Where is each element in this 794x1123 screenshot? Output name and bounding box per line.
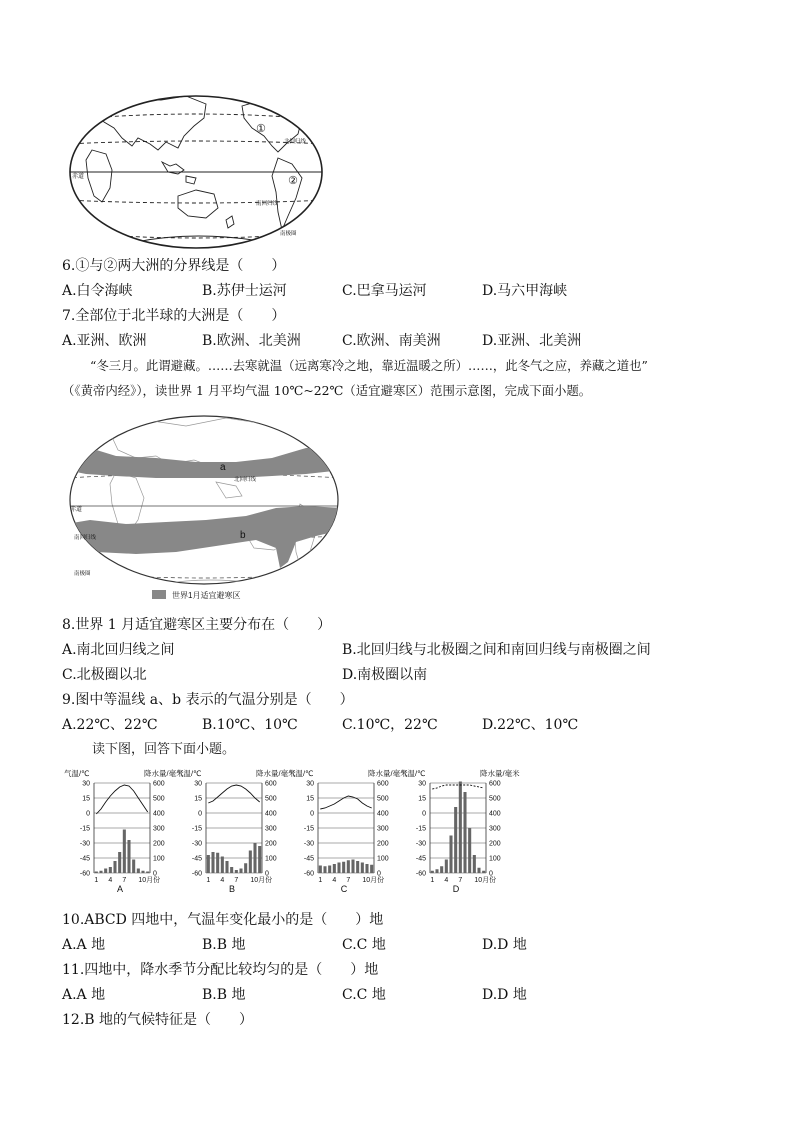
x-tick-label: 1	[94, 877, 99, 884]
q9-option-b[interactable]: B.10℃、10℃	[202, 717, 298, 733]
temp-axis-label: 气温/℃	[288, 769, 314, 778]
x-tick-label: 10月份	[474, 877, 497, 884]
q8-option-b[interactable]: B.北回归线与北极圈之间和南回归线与南极圈之间	[342, 642, 651, 658]
chart-name-label: B	[228, 884, 236, 894]
precip-bar	[109, 867, 112, 873]
precip-bar	[104, 869, 107, 874]
temp-curve	[208, 785, 259, 803]
q6-option-b[interactable]: B.苏伊士运河	[202, 283, 287, 299]
temp-axis-label: 气温/℃	[400, 769, 426, 778]
y-right-tick-label: 100	[489, 855, 501, 863]
y-right-tick-label: 100	[377, 855, 389, 863]
x-tick-label: 10月份	[138, 877, 161, 884]
q10-option-a[interactable]: A.A 地	[62, 937, 106, 953]
y-left-tick-label: 0	[198, 810, 202, 818]
q8-option-d[interactable]: D.南极圈以南	[342, 667, 428, 683]
question-11: 11.四地中，降水季节分配比较均匀的是（ ）地	[62, 962, 379, 978]
map1-tropic-s-label: 南回归线	[256, 201, 279, 207]
precip-bar	[258, 846, 261, 873]
y-left-tick-label: -60	[79, 870, 90, 878]
precip-bar	[323, 866, 326, 873]
precip-bar	[473, 855, 476, 873]
precip-bar	[431, 871, 434, 873]
precip-bar	[435, 869, 438, 873]
question-8: 8.世界 1 月适宜避寒区主要分布在（ ）	[62, 617, 332, 633]
y-left-tick-label: -15	[79, 825, 90, 833]
precip-axis-label: 降水量/毫米	[256, 769, 296, 778]
climate-charts	[62, 766, 520, 896]
y-right-tick-label: 0	[489, 870, 493, 878]
y-left-tick-label: -45	[191, 855, 202, 863]
q6-option-c[interactable]: C.巴拿马运河	[342, 283, 427, 299]
precip-bar	[239, 869, 242, 874]
precip-bar	[113, 861, 116, 873]
chart-name-label: C	[340, 884, 348, 894]
map1-label-2: ②	[288, 175, 298, 187]
question-6: 6.①与②两大洲的分界线是（ ）	[62, 258, 286, 274]
q8-option-a[interactable]: A.南北回归线之间	[62, 642, 175, 658]
y-left-tick-label: -30	[303, 840, 314, 848]
q6-option-a[interactable]: A.白令海峡	[62, 283, 133, 299]
y-left-tick-label: -60	[303, 870, 314, 878]
q11-option-d[interactable]: D.D 地	[482, 987, 527, 1003]
q8-option-c[interactable]: C.北极圈以北	[62, 667, 147, 683]
y-right-tick-label: 300	[265, 825, 277, 833]
precip-bar	[141, 871, 144, 873]
y-left-tick-label: -30	[415, 840, 426, 848]
precip-bar	[463, 792, 466, 873]
precip-bar	[207, 855, 210, 873]
precip-axis-label: 降水量/毫米	[144, 769, 184, 778]
legend-label: 世界1月适宜避寒区	[172, 591, 241, 600]
chart-name-label: D	[452, 884, 460, 894]
q7-option-b[interactable]: B.欧洲、北美洲	[202, 333, 301, 349]
map1-equator-label: 赤道	[72, 174, 85, 180]
map2-antarctic-label: 南极圈	[74, 571, 91, 577]
x-tick-label: 7	[458, 877, 463, 884]
precip-axis-label: 降水量/毫米	[368, 769, 408, 778]
y-left-tick-label: 0	[86, 810, 90, 818]
precip-bar	[235, 870, 238, 873]
y-left-tick-label: -15	[303, 825, 314, 833]
precip-bar	[328, 866, 331, 874]
y-right-tick-label: 500	[489, 795, 501, 803]
y-right-tick-label: 100	[265, 855, 277, 863]
world-map-2	[66, 412, 342, 604]
y-left-tick-label: 30	[194, 780, 202, 788]
q10-option-c[interactable]: C.C 地	[342, 937, 386, 953]
temp-curve	[96, 785, 147, 814]
q11-option-a[interactable]: A.A 地	[62, 987, 106, 1003]
map1-antarctic-label: 南极圈	[280, 231, 297, 237]
precip-bar	[356, 861, 359, 873]
passage-1-line-1: “冬三月。此谓避藏。……去寒就温（远离寒冷之地，靠近温暖之所）……，此冬气之应，养藏之道也”	[90, 358, 648, 373]
precip-bar	[440, 866, 443, 873]
y-right-tick-label: 400	[265, 810, 277, 818]
precip-bar	[342, 862, 345, 873]
precip-bar	[351, 860, 354, 874]
precip-bar	[221, 857, 224, 874]
precip-bar	[127, 840, 130, 873]
y-right-tick-label: 500	[377, 795, 389, 803]
y-left-tick-label: -15	[191, 825, 202, 833]
y-left-tick-label: 15	[418, 795, 426, 803]
precip-bar	[249, 851, 252, 874]
precip-bar	[445, 860, 448, 874]
y-left-tick-label: 15	[82, 795, 90, 803]
precip-bar	[137, 869, 140, 874]
q7-option-c[interactable]: C.欧洲、南美洲	[342, 333, 441, 349]
passage-2: 读下图，回答下面小题。	[92, 742, 236, 757]
precip-bar	[337, 863, 340, 874]
precip-bar	[211, 852, 214, 873]
y-right-tick-label: 300	[377, 825, 389, 833]
y-left-tick-label: 0	[310, 810, 314, 818]
y-right-tick-label: 200	[265, 840, 277, 848]
precip-bar	[482, 871, 485, 873]
precip-bar	[225, 861, 228, 873]
precip-bar	[99, 871, 102, 873]
y-right-tick-label: 0	[265, 870, 269, 878]
question-10: 10.ABCD 四地中，气温年变化最小的是（ ）地	[62, 912, 384, 928]
precip-bar	[347, 860, 350, 873]
y-right-tick-label: 600	[377, 780, 389, 788]
y-left-tick-label: 30	[82, 780, 90, 788]
y-right-tick-label: 0	[153, 870, 157, 878]
y-left-tick-label: 15	[194, 795, 202, 803]
y-left-tick-label: -30	[79, 840, 90, 848]
question-7: 7.全部位于北半球的大洲是（ ）	[62, 308, 286, 324]
x-tick-label: 4	[108, 877, 113, 884]
y-left-tick-label: -15	[415, 825, 426, 833]
y-left-tick-label: -45	[79, 855, 90, 863]
y-right-tick-label: 200	[377, 840, 389, 848]
y-right-tick-label: 600	[153, 780, 165, 788]
precip-bar	[95, 872, 98, 874]
legend-swatch	[152, 590, 166, 599]
y-right-tick-label: 0	[377, 870, 381, 878]
y-right-tick-label: 100	[153, 855, 165, 863]
map1-tropic-n-label: 北回归线	[284, 139, 307, 145]
q10-option-d[interactable]: D.D 地	[482, 937, 527, 953]
y-right-tick-label: 600	[265, 780, 277, 788]
precip-bar	[333, 864, 336, 873]
y-left-tick-label: -45	[415, 855, 426, 863]
map2-label-b: b	[240, 530, 246, 541]
question-9: 9.图中等温线 a、b 表示的气温分别是（ ）	[62, 692, 354, 708]
precip-bar	[244, 863, 247, 873]
x-tick-label: 1	[430, 877, 435, 884]
x-tick-label: 10月份	[250, 877, 273, 884]
q6-option-d[interactable]: D.马六甲海峡	[482, 283, 568, 299]
precip-bar	[216, 853, 219, 873]
x-tick-label: 7	[234, 877, 239, 884]
precip-bar	[230, 867, 233, 873]
precip-bar	[477, 868, 480, 873]
q9-option-d[interactable]: D.22℃、10℃	[482, 717, 579, 733]
y-left-tick-label: 15	[306, 795, 314, 803]
precip-bar	[365, 864, 368, 873]
x-tick-label: 4	[332, 877, 337, 884]
y-right-tick-label: 200	[153, 840, 165, 848]
q9-option-a[interactable]: A.22℃、22℃	[62, 717, 158, 733]
world-map-1	[66, 92, 326, 250]
precip-axis-label: 降水量/毫米	[480, 769, 520, 778]
q9-option-c[interactable]: C.10℃，22℃	[342, 717, 438, 733]
q11-option-c[interactable]: C.C 地	[342, 987, 386, 1003]
x-tick-label: 4	[220, 877, 225, 884]
precip-bar	[454, 807, 457, 873]
temp-axis-label: 气温/℃	[64, 769, 90, 778]
map2-equator-label: 赤道	[70, 507, 83, 513]
map2-tropic-n-label: 北回归线	[234, 477, 257, 483]
x-tick-label: 4	[444, 877, 449, 884]
y-left-tick-label: -45	[303, 855, 314, 863]
x-tick-label: 7	[122, 877, 127, 884]
precip-bar	[459, 782, 462, 874]
y-right-tick-label: 300	[153, 825, 165, 833]
map2-label-a: a	[220, 462, 226, 473]
q7-option-d[interactable]: D.亚洲、北美洲	[482, 333, 582, 349]
climate-charts-svg	[62, 766, 520, 896]
x-tick-label: 10月份	[362, 877, 385, 884]
precip-bar	[449, 836, 452, 874]
precip-bar	[132, 860, 135, 874]
passage-1-line-2: （《黄帝内经》），读世界 1 月平均气温 10℃~22℃（适宜避寒区）范围示意图，完成下面小题。	[62, 383, 592, 398]
x-tick-label: 1	[206, 877, 211, 884]
y-left-tick-label: -60	[191, 870, 202, 878]
precip-bar	[123, 830, 126, 874]
precip-bar	[146, 872, 149, 874]
q11-option-b[interactable]: B.B 地	[202, 987, 246, 1003]
y-right-tick-label: 400	[489, 810, 501, 818]
temp-curve	[432, 785, 483, 789]
map1-label-1: ①	[256, 123, 266, 135]
x-tick-label: 1	[318, 877, 323, 884]
precip-bar	[468, 828, 471, 873]
question-12: 12.B 地的气候特征是（ ）	[62, 1012, 254, 1028]
y-left-tick-label: 30	[306, 780, 314, 788]
precip-bar	[319, 866, 322, 874]
world-map-1-svg	[66, 92, 326, 250]
y-right-tick-label: 400	[377, 810, 389, 818]
y-right-tick-label: 600	[489, 780, 501, 788]
y-left-tick-label: -60	[415, 870, 426, 878]
x-tick-label: 7	[346, 877, 351, 884]
temp-axis-label: 气温/℃	[176, 769, 202, 778]
precip-bar	[253, 843, 256, 873]
precip-bar	[361, 863, 364, 874]
q7-option-a[interactable]: A.亚洲、欧洲	[62, 333, 147, 349]
precip-bar	[118, 852, 121, 873]
y-left-tick-label: 0	[422, 810, 426, 818]
world-map-2-svg	[66, 412, 342, 604]
y-left-tick-label: 30	[418, 780, 426, 788]
y-right-tick-label: 500	[265, 795, 277, 803]
y-right-tick-label: 500	[153, 795, 165, 803]
y-right-tick-label: 300	[489, 825, 501, 833]
map2-tropic-s-label: 南回归线	[74, 535, 97, 541]
q10-option-b[interactable]: B.B 地	[202, 937, 246, 953]
y-right-tick-label: 400	[153, 810, 165, 818]
y-right-tick-label: 200	[489, 840, 501, 848]
chart-name-label: A	[116, 884, 124, 894]
y-left-tick-label: -30	[191, 840, 202, 848]
precip-bar	[370, 865, 373, 873]
